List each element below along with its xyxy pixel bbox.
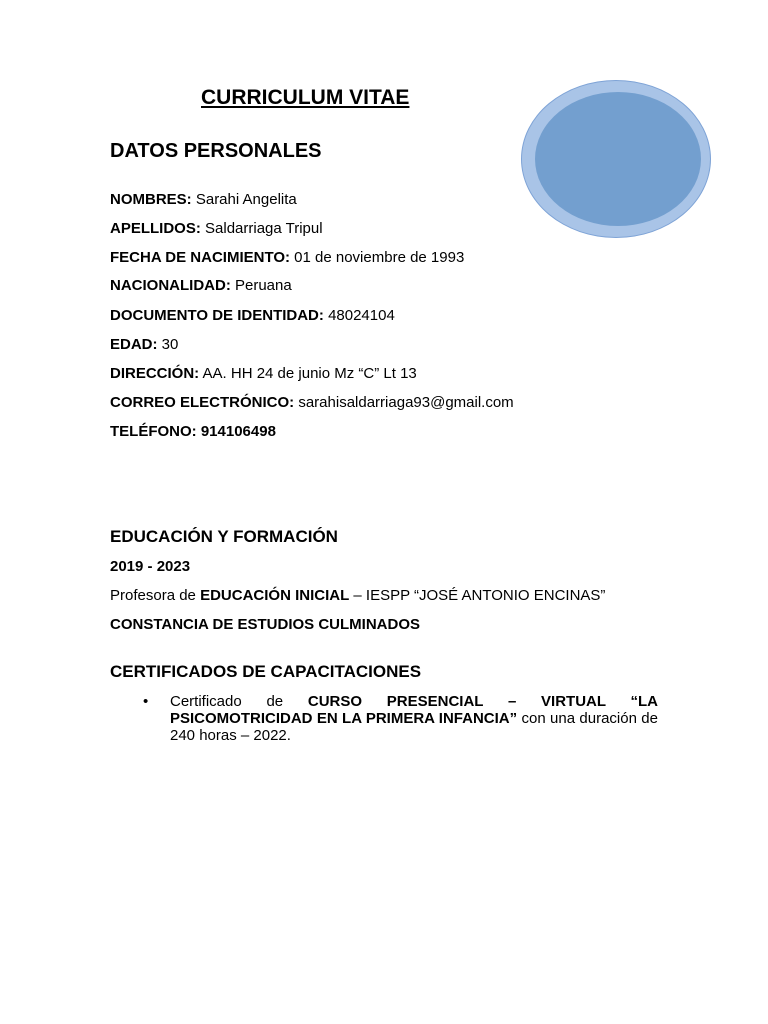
- field-direccion: [110, 365, 417, 382]
- field-value: Saldarriaga Tripul: [205, 220, 323, 237]
- field-apellidos: [110, 220, 323, 237]
- certificate-list: [143, 693, 658, 744]
- field-value: 01 de noviembre de 1993: [294, 249, 465, 266]
- field-value: Sarahi Angelita: [195, 191, 297, 208]
- education-degree: [110, 587, 605, 604]
- field-documento-identidad: [110, 307, 395, 324]
- degree-name: EDUCACIÓN INICIAL: [200, 587, 350, 604]
- field-label: NOMBRES:: [110, 191, 192, 208]
- bullet-icon: •: [143, 693, 149, 710]
- personal-data-heading: DATOS PERSONALES: [110, 140, 322, 162]
- field-label: FECHA DE NACIMIENTO:: [110, 249, 290, 266]
- field-label: DOCUMENTO DE IDENTIDAD:: [110, 307, 324, 324]
- field-value: AA. HH 24 de junio Mz “C” Lt 13: [202, 365, 417, 382]
- education-years: 2019 - 2023: [110, 558, 191, 575]
- field-label: DIRECCIÓN:: [110, 365, 200, 382]
- degree-institution: – IESPP “JOSÉ ANTONIO ENCINAS”: [349, 587, 606, 604]
- list-item: [170, 693, 658, 744]
- field-value: 48024104: [328, 307, 395, 324]
- field-nacionalidad: [110, 277, 292, 294]
- field-label: NACIONALIDAD:: [110, 277, 231, 294]
- certificate-suffix: con una duración de 240 horas – 2022.: [170, 710, 658, 744]
- field-correo: [110, 394, 514, 411]
- field-value: 30: [161, 336, 179, 353]
- field-fecha-nacimiento: [110, 249, 464, 266]
- field-value: 914106498: [200, 423, 276, 440]
- field-label: EDAD:: [110, 336, 158, 353]
- photo-placeholder: [521, 80, 711, 238]
- field-nombres: [110, 191, 297, 208]
- field-value: Peruana: [235, 277, 292, 294]
- certificate-course: CURSO PRESENCIAL – VIRTUAL “LA PSICOMOTRICIDAD EN LA PRIMERA INFANCIA”: [170, 693, 658, 727]
- field-telefono: [110, 423, 276, 440]
- field-value: sarahisaldarriaga93@gmail.com: [298, 394, 514, 411]
- education-heading: EDUCACIÓN Y FORMACIÓN: [110, 527, 338, 546]
- degree-prefix: Profesora de: [110, 587, 201, 604]
- education-status: CONSTANCIA DE ESTUDIOS CULMINADOS: [110, 616, 421, 633]
- document-title: CURRICULUM VITAE: [201, 86, 410, 109]
- field-edad: [110, 336, 178, 353]
- photo-placeholder-inner: [535, 92, 701, 226]
- field-label: APELLIDOS:: [110, 220, 201, 237]
- field-label: CORREO ELECTRÓNICO:: [110, 394, 295, 411]
- certificate-prefix: Certificado de: [170, 693, 308, 710]
- field-label: TELÉFONO:: [110, 423, 197, 440]
- certificates-heading: CERTIFICADOS DE CAPACITACIONES: [110, 662, 422, 681]
